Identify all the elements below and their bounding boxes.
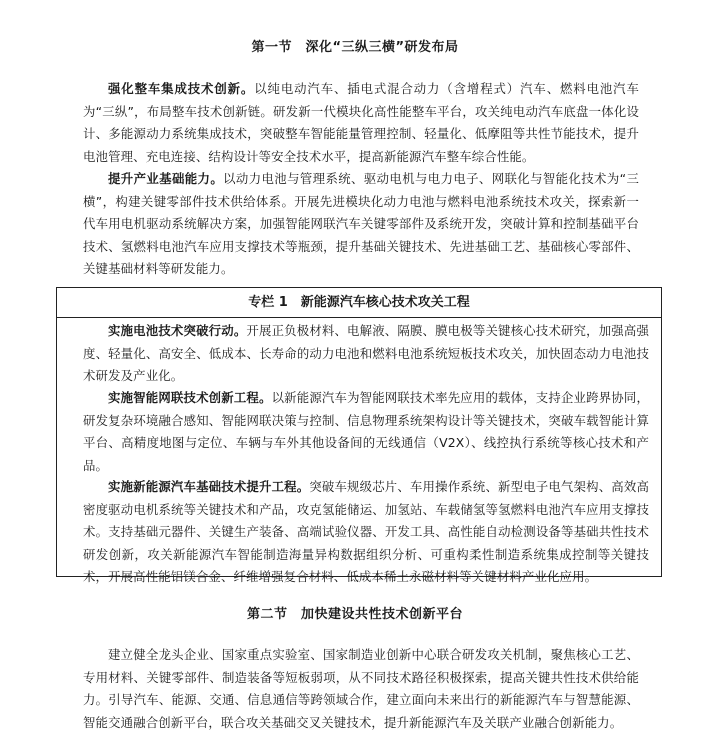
paragraph-body: 以动力电池与管理系统、驱动电机与电力电子、网联化与智能化技术为“三横”，构建关键零部件技术供给体系。开展先进模块化动力电池与燃料电池系统技术攻关，探索新一代车用电机驱动系统解决方案，加强智能网联汽车关键零部件及系统开发，突破计算和控制基础平台技术、氢燃料电池汽车应用支撑技术等瓶颈，提升基础关键技术、先进基础工艺、基础核心零部件、关键基础材料等研发能力。 [83,171,639,276]
paragraph-body: 以纯电动汽车、插电式混合动力（含增程式）汽车、燃料电池汽车为“三纵”，布局整车技术创新链。研发新一代模块化高性能整车平台，攻关纯电动汽车底盘一体化设计、多能源动力系统集成技术，突破整车智能能量管理控制、轻量化、低摩阻等共性节能技术，提升电池管理、充电连接、结构设计等安全技术水平，提高新能源汽车整车综合性能。 [83,81,639,164]
section-1-paragraph-2 [83,168,639,281]
box-title-divider [57,317,661,318]
section-2-paragraph-1: 建立健全龙头企业、国家重点实验室、国家制造业创新中心联合研发攻关机制，聚焦核心工艺、专用材料、关键零部件、制造装备等短板弱项，从不同技术路径积极探索，提高关键共性技术供给能力。引导汽车、能源、交通、信息通信等跨领域合作，建立面向未来出行的新能源汽车与智慧能源、智能交通融合创新平台，联合攻关基础交叉关键技术，提升新能源汽车及关联产业融合创新能力。 [83,647,639,730]
item-body: 突破车规级芯片、车用操作系统、新型电子电气架构、高效高密度驱动电机系统等关键技术和产品，攻克氢能储运、加氢站、车载储氢等氢燃料电池汽车应用支撑技术。支持基础元器件、关键生产装备、高端试验仪器、开发工具、高性能自动检测设备等基础共性技术研发创新，攻关新能源汽车智能制造海量异构数据组织分析、可重构柔性制造系统集成控制等关键技术，开展高性能铝镁合金、纤维增强复合材料、低成本稀土永磁材料等关键材料产业化应用。 [83,479,649,584]
box-item-battery [83,320,649,388]
section-2-heading: 第二节 加快建设共性技术创新平台 [246,607,463,622]
box-item-connected [83,387,649,477]
paragraph-lead: 强化整车集成技术创新。 [108,81,255,96]
section-1-heading: 第一节 深化“三纵三横”研发布局 [251,40,459,55]
item-body: 以新能源汽车为智能网联技术率先应用的载体，支持企业跨界协同，研发复杂环境融合感知、智能网联决策与控制、信息物理系统架构设计等关键技术，突破车载智能计算平台、高精度地图与定位、车辆与车外其他设备间的无线通信（V2X）、线控执行系统等核心技术和产品。 [83,390,650,473]
item-lead: 实施新能源汽车基础技术提升工程。 [108,479,310,494]
box-item-foundation [83,476,649,589]
paragraph-lead: 提升产业基础能力。 [108,171,224,186]
special-column-box [56,287,662,584]
item-lead: 实施智能网联技术创新工程。 [108,390,272,405]
item-lead: 实施电池技术突破行动。 [108,323,247,338]
section-1-paragraph-1 [83,78,639,168]
box-title: 专栏 1 新能源汽车核心技术攻关工程 [248,295,470,310]
item-body: 开展正负极材料、电解液、隔膜、膜电极等关键核心技术研究，加强高强度、轻量化、高安全、低成本、长寿命的动力电池和燃料电池系统短板技术攻关，加快固态动力电池技术研发及产业化。 [83,323,649,383]
